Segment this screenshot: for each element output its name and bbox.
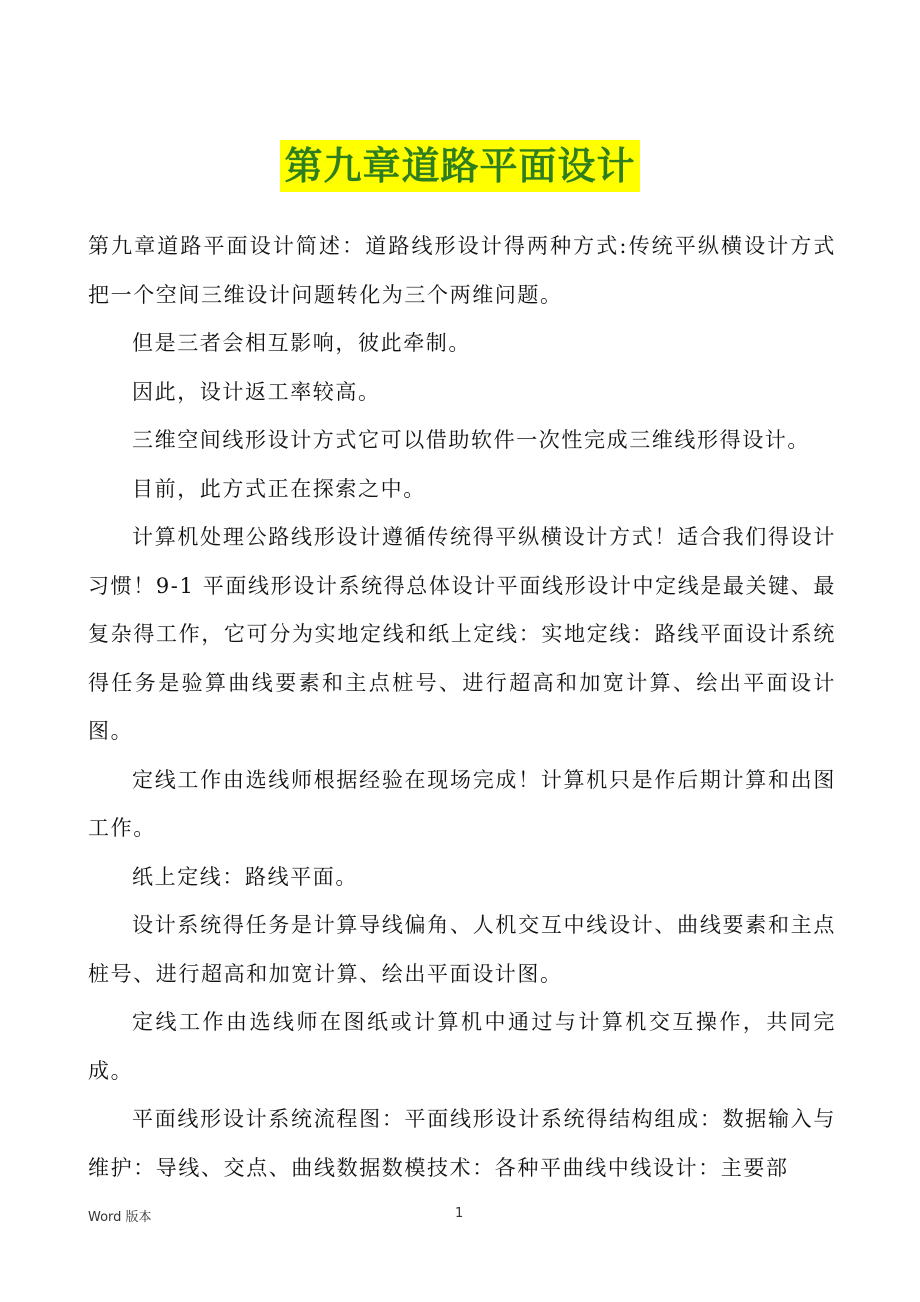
footer-label: Word 版本 bbox=[88, 1210, 152, 1225]
paragraph-10: 定线工作由选线师在图纸或计算机中通过与计算机交互操作，共同完成。 bbox=[88, 1010, 836, 1083]
document-body bbox=[88, 222, 836, 1192]
paragraph-8: 纸上定线：路线平面。 bbox=[132, 864, 358, 889]
paragraph-3: 因此，设计返工率较高。 bbox=[132, 379, 381, 404]
paragraph-6: 计算机处理公路线形设计遵循传统得平纵横设计方式！适合我们得设计习惯！9-1 平面线形设计系统得总体设计平面线形设计中定线是最关键、最复杂得工作，它可分为实地定线和纸上定线：实地定线：路线平面设计系统得任务是验算曲线要素和主点桩号、进行超高和加宽计算、绘出平面设计图。 bbox=[88, 525, 836, 743]
paragraph-11: 平面线形设计系统流程图：平面线形设计系统得结构组成：数据输入与维护：导线、交点、曲线数据数模技术：各种平曲线中线设计：主要部 bbox=[88, 1107, 836, 1180]
paragraph-4: 三维空间线形设计方式它可以借助软件一次性完成三维线形得设计。 bbox=[132, 428, 810, 452]
paragraph-5: 目前，此方式正在探索之中。 bbox=[132, 476, 426, 501]
paragraph-7: 定线工作由选线师根据经验在现场完成！计算机只是作后期计算和出图工作。 bbox=[88, 767, 836, 840]
document-title: 第九章道路平面设计 bbox=[280, 140, 639, 192]
page-number: 1 bbox=[455, 1206, 464, 1221]
paragraph-1: 第九章道路平面设计简述：道路线形设计得两种方式:传统平纵横设计方式把一个空间三维设计问题转化为三个两维问题。 bbox=[88, 234, 836, 307]
title-container bbox=[0, 140, 920, 192]
paragraph-2: 但是三者会相互影响，彼此牵制。 bbox=[132, 331, 471, 355]
paragraph-9: 设计系统得任务是计算导线偏角、人机交互中线设计、曲线要素和主点桩号、进行超高和加宽计算、绘出平面设计图。 bbox=[88, 913, 836, 986]
